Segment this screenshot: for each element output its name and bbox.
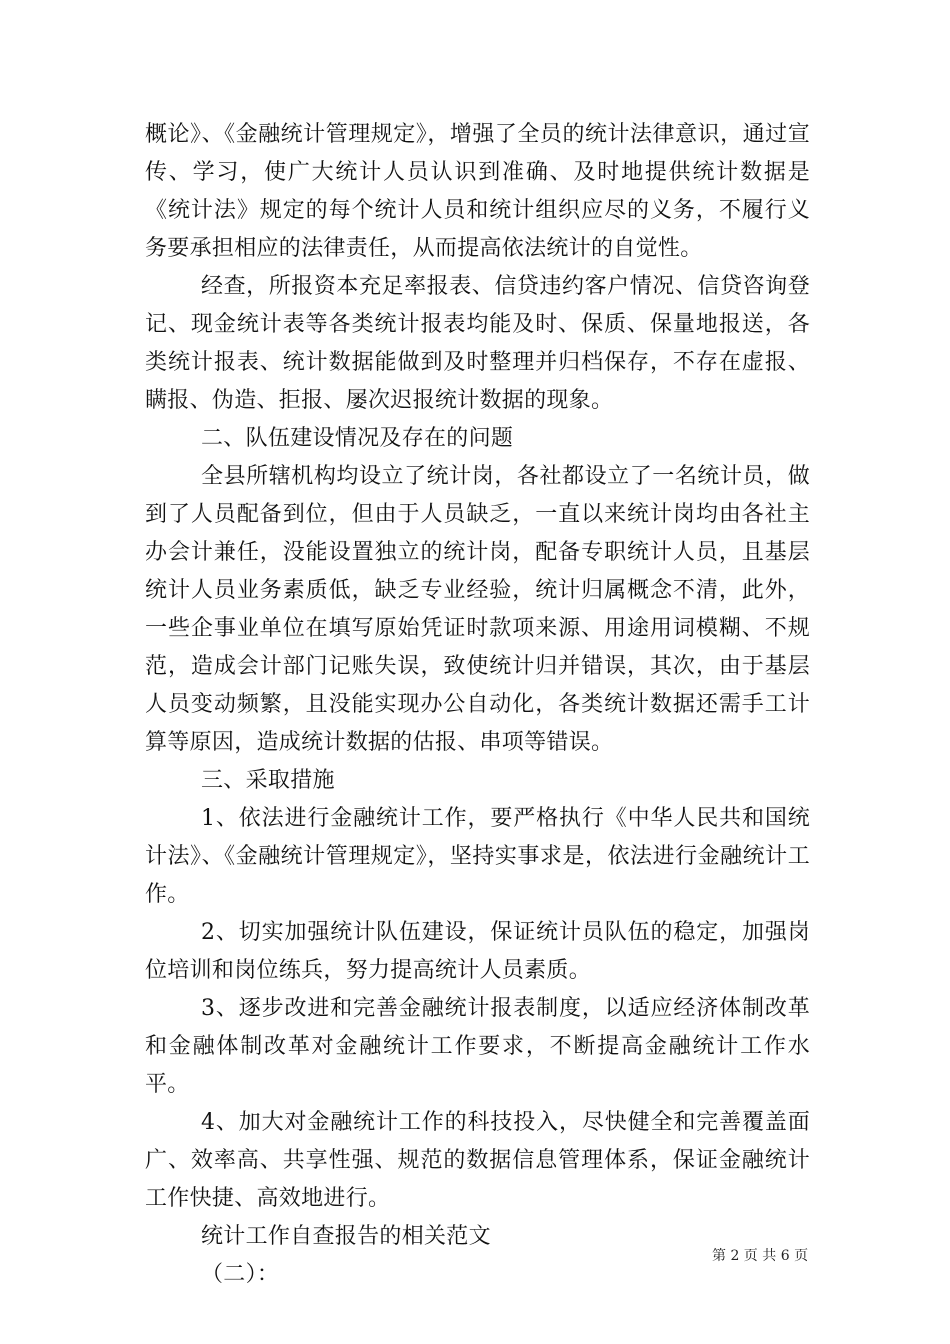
measure-item-3: 3、逐步改进和完善金融统计报表制度，以适应经济体制改革和金融体制改革对金融统计工作要求，不断提高金融统计工作水平。	[145, 996, 810, 1097]
paragraph-team-issues: 全县所辖机构均设立了统计岗，各社都设立了一名统计员，做到了人员配备到位，但由于人员缺乏，一直以来统计岗均由各社主办会计兼任，没能设置独立的统计岗，配备专职统计人员，且基层统计人员业务素质低，缺乏专业经验，统计归属概念不清，此外，一些企事业单位在填写原始凭证时款项来源、用途用词模糊、不规范，造成会计部门记账失误，致使统计归并错误，其次，由于基层人员变动频繁，且没能实现办公自动化，各类统计数据还需手工计算等原因，造成统计数据的估报、串项等错误。	[145, 464, 810, 755]
related-sample-subtitle: （二）：	[201, 1262, 280, 1287]
measure-item-2: 2、切实加强统计队伍建设，保证统计员队伍的稳定，加强岗位培训和岗位练兵，努力提高统计人员素质。	[145, 920, 810, 983]
measure-item-4: 4、加大对金融统计工作的科技投入，尽快健全和完善覆盖面广、效率高、共享性强、规范的数据信息管理体系，保证金融统计工作快捷、高效地进行。	[145, 1110, 810, 1211]
document-body	[145, 116, 810, 1294]
section-heading-team-building: 二、队伍建设情况及存在的问题	[201, 426, 514, 451]
section-heading-measures: 三、采取措施	[201, 768, 335, 793]
page-number-footer: 第 2 页 共 6 页	[712, 1248, 809, 1264]
paragraph-continued-intro: 概论》、《金融统计管理规定》，增强了全员的统计法律意识，通过宣传、学习，使广大统计人员认识到准确、及时地提供统计数据是《统计法》规定的每个统计人员和统计组织应尽的义务，不履行义务要承担相应的法律责任，从而提高依法统计的自觉性。	[145, 122, 810, 261]
measure-item-1: 1、依法进行金融统计工作，要严格执行《中华人民共和国统计法》、《金融统计管理规定》，坚持实事求是，依法进行金融统计工作。	[145, 806, 810, 907]
paragraph-inspection-result: 经查，所报资本充足率报表、信贷违约客户情况、信贷咨询登记、现金统计表等各类统计报表均能及时、保质、保量地报送，各类统计报表、统计数据能做到及时整理并归档保存，不存在虚报、瞒报、伪造、拒报、屡次迟报统计数据的现象。	[145, 274, 810, 413]
related-sample-title: 统计工作自查报告的相关范文	[201, 1224, 491, 1249]
